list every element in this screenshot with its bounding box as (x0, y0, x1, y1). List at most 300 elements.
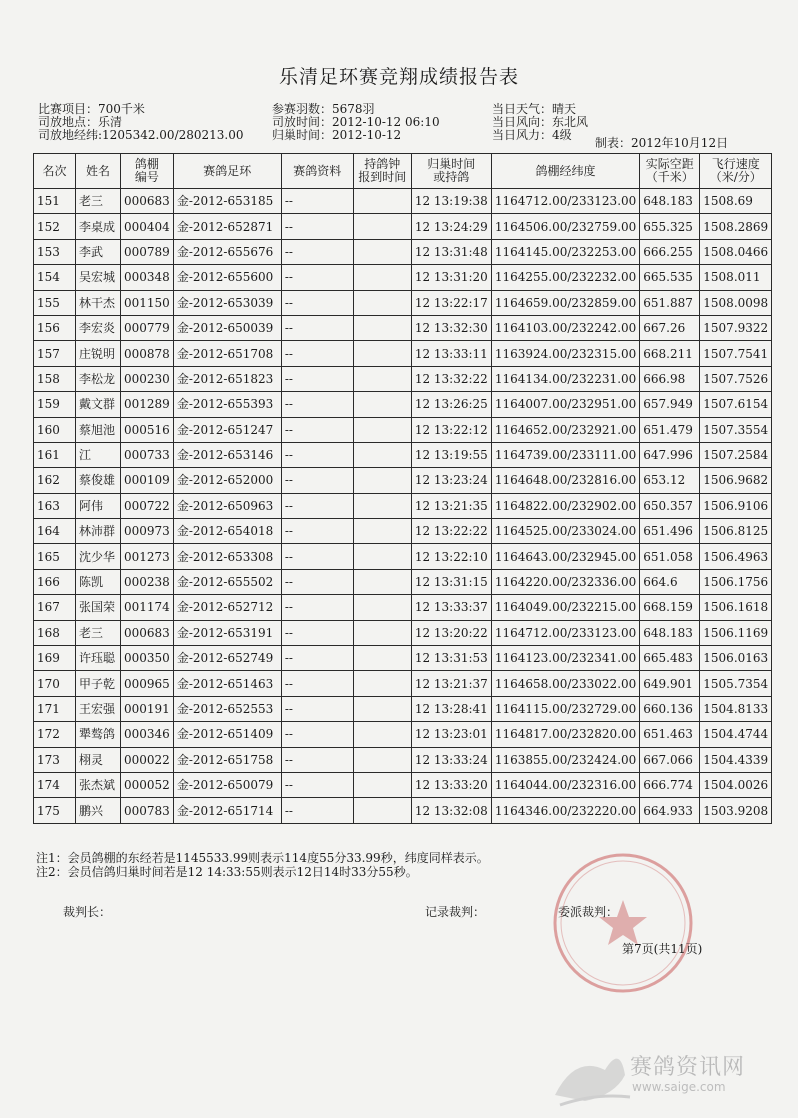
cell-coord: 1163924.00/232315.00 (491, 341, 639, 366)
cell-loft: 000683 (121, 189, 174, 214)
cell-ring: 金-2012-655393 (173, 392, 281, 417)
cell-dist: 648.183 (640, 189, 700, 214)
table-row (34, 798, 772, 823)
cell-rank: 151 (34, 189, 76, 214)
cell-coord: 1164044.00/232316.00 (491, 772, 639, 797)
cell-time: 12 13:22:12 (411, 417, 491, 442)
cell-clock (353, 392, 411, 417)
meta-wind-force: 当日风力：4级 (492, 128, 572, 142)
watermark-site-name: 赛鸽资讯网 (630, 1055, 746, 1080)
cell-ring: 金-2012-652749 (173, 646, 281, 671)
cell-speed: 1507.7541 (700, 341, 772, 366)
cell-time: 12 13:21:37 (411, 671, 491, 696)
watermark-site-url: www.saige.com (632, 1080, 726, 1094)
cell-time: 12 13:32:22 (411, 366, 491, 391)
cell-loft: 000789 (121, 239, 174, 264)
cell-dist: 653.12 (640, 468, 700, 493)
cell-coord: 1164817.00/232820.00 (491, 722, 639, 747)
cell-name: 张杰斌 (76, 772, 121, 797)
cell-ring: 金-2012-651823 (173, 366, 281, 391)
table-row (34, 671, 772, 696)
cell-ring: 金-2012-651409 (173, 722, 281, 747)
cell-rank: 171 (34, 696, 76, 721)
cell-ring: 金-2012-651714 (173, 798, 281, 823)
cell-name: 李松龙 (76, 366, 121, 391)
table-row (34, 214, 772, 239)
table-row (34, 189, 772, 214)
cell-name: 林干杰 (76, 290, 121, 315)
cell-time: 12 13:32:30 (411, 315, 491, 340)
cell-clock (353, 493, 411, 518)
cell-clock (353, 315, 411, 340)
cell-info: -- (281, 798, 353, 823)
cell-time: 12 13:33:37 (411, 595, 491, 620)
header-ring: 赛鸽足环 (173, 154, 281, 189)
table-row (34, 595, 772, 620)
cell-name: 许珏聪 (76, 646, 121, 671)
cell-speed: 1508.0466 (700, 239, 772, 264)
cell-speed: 1507.3554 (700, 417, 772, 442)
cell-speed: 1508.2869 (700, 214, 772, 239)
cell-speed: 1506.8125 (700, 519, 772, 544)
cell-ring: 金-2012-653146 (173, 442, 281, 467)
table-row (34, 772, 772, 797)
cell-time: 12 13:19:38 (411, 189, 491, 214)
cell-dist: 666.774 (640, 772, 700, 797)
cell-speed: 1503.9208 (700, 798, 772, 823)
cell-dist: 665.535 (640, 265, 700, 290)
cell-name: 庄锐明 (76, 341, 121, 366)
cell-dist: 651.463 (640, 722, 700, 747)
cell-rank: 164 (34, 519, 76, 544)
cell-loft: 000052 (121, 772, 174, 797)
cell-time: 12 13:22:10 (411, 544, 491, 569)
table-row (34, 239, 772, 264)
meta-entries: 参赛羽数：5678羽 (272, 102, 375, 116)
cell-time: 12 13:31:48 (411, 239, 491, 264)
cell-rank: 155 (34, 290, 76, 315)
cell-clock (353, 544, 411, 569)
cell-coord: 1164220.00/232336.00 (491, 569, 639, 594)
cell-ring: 金-2012-650963 (173, 493, 281, 518)
table-row (34, 722, 772, 747)
cell-ring: 金-2012-653039 (173, 290, 281, 315)
table-row (34, 442, 772, 467)
cell-info: -- (281, 671, 353, 696)
cell-clock (353, 468, 411, 493)
header-rank: 名次 (34, 154, 76, 189)
cell-loft: 001150 (121, 290, 174, 315)
table-row (34, 417, 772, 442)
table-row (34, 493, 772, 518)
cell-rank: 170 (34, 671, 76, 696)
cell-dist: 667.066 (640, 747, 700, 772)
cell-name: 栩灵 (76, 747, 121, 772)
cell-clock (353, 417, 411, 442)
cell-clock (353, 366, 411, 391)
table-row (34, 315, 772, 340)
cell-speed: 1506.1618 (700, 595, 772, 620)
cell-coord: 1164506.00/232759.00 (491, 214, 639, 239)
cell-rank: 157 (34, 341, 76, 366)
cell-dist: 655.325 (640, 214, 700, 239)
cell-ring: 金-2012-650079 (173, 772, 281, 797)
cell-coord: 1164648.00/232816.00 (491, 468, 639, 493)
header-loft: 鸽棚 编号 (121, 154, 174, 189)
cell-ring: 金-2012-651708 (173, 341, 281, 366)
table-row (34, 620, 772, 645)
cell-info: -- (281, 569, 353, 594)
cell-ring: 金-2012-653185 (173, 189, 281, 214)
cell-rank: 152 (34, 214, 76, 239)
cell-speed: 1506.9682 (700, 468, 772, 493)
cell-info: -- (281, 417, 353, 442)
cell-rank: 172 (34, 722, 76, 747)
table-row (34, 747, 772, 772)
cell-time: 12 13:22:22 (411, 519, 491, 544)
cell-coord: 1164103.00/232242.00 (491, 315, 639, 340)
table-row (34, 544, 772, 569)
cell-coord: 1164643.00/232945.00 (491, 544, 639, 569)
cell-rank: 153 (34, 239, 76, 264)
cell-coord: 1164134.00/232231.00 (491, 366, 639, 391)
footnotes (36, 851, 489, 879)
cell-dist: 666.255 (640, 239, 700, 264)
cell-info: -- (281, 392, 353, 417)
meta-release-time: 司放时间：2012-10-12 06:10 (272, 115, 440, 129)
cell-name: 江 (76, 442, 121, 467)
cell-rank: 156 (34, 315, 76, 340)
cell-time: 12 13:23:01 (411, 722, 491, 747)
meta-middle (272, 103, 440, 142)
cell-ring: 金-2012-655676 (173, 239, 281, 264)
cell-loft: 000516 (121, 417, 174, 442)
cell-clock (353, 290, 411, 315)
cell-name: 吴宏城 (76, 265, 121, 290)
cell-name: 陈凯 (76, 569, 121, 594)
cell-loft: 000683 (121, 620, 174, 645)
cell-coord: 1164346.00/232220.00 (491, 798, 639, 823)
table-row (34, 366, 772, 391)
cell-speed: 1505.7354 (700, 671, 772, 696)
table-row (34, 392, 772, 417)
cell-time: 12 13:33:11 (411, 341, 491, 366)
cell-loft: 000965 (121, 671, 174, 696)
cell-clock (353, 239, 411, 264)
cell-dist: 668.211 (640, 341, 700, 366)
cell-clock (353, 646, 411, 671)
cell-dist: 651.479 (640, 417, 700, 442)
cell-dist: 650.357 (640, 493, 700, 518)
cell-name: 李桌成 (76, 214, 121, 239)
cell-ring: 金-2012-651463 (173, 671, 281, 696)
cell-clock (353, 620, 411, 645)
meta-return-date: 归巢时间：2012-10-12 (272, 128, 402, 142)
cell-time: 12 13:24:29 (411, 214, 491, 239)
cell-name: 蔡俊雄 (76, 468, 121, 493)
cell-loft: 000348 (121, 265, 174, 290)
cell-ring: 金-2012-653308 (173, 544, 281, 569)
cell-info: -- (281, 646, 353, 671)
cell-name: 李宏炎 (76, 315, 121, 340)
cell-loft: 000779 (121, 315, 174, 340)
cell-info: -- (281, 239, 353, 264)
table-row (34, 341, 772, 366)
cell-info: -- (281, 341, 353, 366)
cell-coord: 1164658.00/233022.00 (491, 671, 639, 696)
cell-loft: 001289 (121, 392, 174, 417)
cell-loft: 000346 (121, 722, 174, 747)
cell-dist: 651.496 (640, 519, 700, 544)
meta-wind-direction: 当日风向：东北风 (492, 115, 589, 129)
official-seal-stamp (548, 848, 698, 998)
cell-loft: 000783 (121, 798, 174, 823)
cell-coord: 1164712.00/233123.00 (491, 189, 639, 214)
cell-ring: 金-2012-652712 (173, 595, 281, 620)
cell-name: 王宏强 (76, 696, 121, 721)
cell-loft: 001273 (121, 544, 174, 569)
cell-coord: 1164049.00/232215.00 (491, 595, 639, 620)
cell-clock (353, 772, 411, 797)
cell-loft: 000022 (121, 747, 174, 772)
sign-delegate: 委派裁判： (558, 905, 619, 919)
cell-speed: 1506.1756 (700, 569, 772, 594)
cell-rank: 154 (34, 265, 76, 290)
cell-clock (353, 442, 411, 467)
cell-name: 鹏兴 (76, 798, 121, 823)
cell-coord: 1164115.00/232729.00 (491, 696, 639, 721)
meta-made-date: 制表：2012年10月12日 (595, 136, 729, 150)
cell-loft: 000973 (121, 519, 174, 544)
cell-clock (353, 595, 411, 620)
cell-ring: 金-2012-650039 (173, 315, 281, 340)
cell-time: 12 13:32:08 (411, 798, 491, 823)
cell-speed: 1507.9322 (700, 315, 772, 340)
table-header-row (34, 154, 772, 189)
cell-loft: 000878 (121, 341, 174, 366)
cell-coord: 1164822.00/232902.00 (491, 493, 639, 518)
cell-dist: 667.26 (640, 315, 700, 340)
header-distance: 实际空距 （千米） (640, 154, 700, 189)
header-return-time: 归巢时间 或持鸽 (411, 154, 491, 189)
table-row (34, 265, 772, 290)
cell-dist: 648.183 (640, 620, 700, 645)
cell-speed: 1504.4339 (700, 747, 772, 772)
cell-loft: 000404 (121, 214, 174, 239)
cell-time: 12 13:23:24 (411, 468, 491, 493)
cell-time: 12 13:20:22 (411, 620, 491, 645)
cell-rank: 169 (34, 646, 76, 671)
cell-dist: 666.98 (640, 366, 700, 391)
table-row (34, 519, 772, 544)
cell-ring: 金-2012-652553 (173, 696, 281, 721)
cell-loft: 000109 (121, 468, 174, 493)
report-title: 乐清足环赛竞翔成绩报告表 (278, 66, 519, 88)
cell-coord: 1164145.00/232253.00 (491, 239, 639, 264)
header-info: 赛鸽资料 (281, 154, 353, 189)
cell-loft: 000238 (121, 569, 174, 594)
cell-info: -- (281, 493, 353, 518)
cell-dist: 647.996 (640, 442, 700, 467)
cell-clock (353, 569, 411, 594)
cell-info: -- (281, 265, 353, 290)
cell-speed: 1506.9106 (700, 493, 772, 518)
meta-weather: 当日天气：晴天 (492, 102, 577, 116)
cell-dist: 657.949 (640, 392, 700, 417)
cell-rank: 163 (34, 493, 76, 518)
sign-chief-judge: 裁判长： (63, 905, 112, 919)
cell-coord: 1164712.00/233123.00 (491, 620, 639, 645)
cell-name: 老三 (76, 620, 121, 645)
cell-info: -- (281, 189, 353, 214)
cell-loft: 000733 (121, 442, 174, 467)
cell-rank: 162 (34, 468, 76, 493)
cell-dist: 668.159 (640, 595, 700, 620)
cell-coord: 1164739.00/233111.00 (491, 442, 639, 467)
table-row (34, 468, 772, 493)
header-clock: 持鸽钟 报到时间 (353, 154, 411, 189)
cell-info: -- (281, 214, 353, 239)
cell-speed: 1508.69 (700, 189, 772, 214)
cell-speed: 1507.2584 (700, 442, 772, 467)
meta-event: 比赛项目：700千米 (38, 102, 145, 116)
cell-dist: 664.933 (640, 798, 700, 823)
cell-dist: 664.6 (640, 569, 700, 594)
cell-speed: 1508.0098 (700, 290, 772, 315)
meta-release-place: 司放地点：乐清 (38, 115, 123, 129)
cell-dist: 649.901 (640, 671, 700, 696)
cell-time: 12 13:31:20 (411, 265, 491, 290)
cell-info: -- (281, 442, 353, 467)
cell-loft: 000350 (121, 646, 174, 671)
cell-info: -- (281, 722, 353, 747)
cell-loft: 000230 (121, 366, 174, 391)
cell-rank: 159 (34, 392, 76, 417)
meta-right (492, 103, 588, 142)
footnote-1: 注1：会员鸽棚的东经若是1145533.99则表示114度55分33.99秒，纬度同样表示。 (36, 851, 489, 865)
cell-coord: 1164123.00/232341.00 (491, 646, 639, 671)
cell-coord: 1164255.00/232232.00 (491, 265, 639, 290)
cell-coord: 1163855.00/232424.00 (491, 747, 639, 772)
cell-coord: 1164525.00/233024.00 (491, 519, 639, 544)
cell-dist: 665.483 (640, 646, 700, 671)
cell-clock (353, 798, 411, 823)
cell-coord: 1164007.00/232951.00 (491, 392, 639, 417)
table-row (34, 696, 772, 721)
cell-rank: 161 (34, 442, 76, 467)
sign-recorder: 记录裁判： (425, 905, 486, 919)
cell-info: -- (281, 290, 353, 315)
cell-dist: 651.058 (640, 544, 700, 569)
page-number: 第7页(共11页) (622, 942, 703, 956)
cell-info: -- (281, 620, 353, 645)
cell-clock (353, 747, 411, 772)
cell-rank: 166 (34, 569, 76, 594)
cell-time: 12 13:33:20 (411, 772, 491, 797)
cell-clock (353, 696, 411, 721)
cell-speed: 1506.1169 (700, 620, 772, 645)
header-name: 姓名 (76, 154, 121, 189)
cell-time: 12 13:19:55 (411, 442, 491, 467)
header-coord: 鸽棚经纬度 (491, 154, 639, 189)
cell-info: -- (281, 366, 353, 391)
meta-left (38, 103, 244, 142)
cell-time: 12 13:31:53 (411, 646, 491, 671)
table-row (34, 646, 772, 671)
header-speed: 飞行速度 （米/分） (700, 154, 772, 189)
cell-speed: 1504.4744 (700, 722, 772, 747)
cell-rank: 168 (34, 620, 76, 645)
cell-name: 张国荣 (76, 595, 121, 620)
cell-ring: 金-2012-655502 (173, 569, 281, 594)
cell-time: 12 13:31:15 (411, 569, 491, 594)
cell-name: 犟骜鸽 (76, 722, 121, 747)
cell-name: 蔡旭池 (76, 417, 121, 442)
cell-ring: 金-2012-655600 (173, 265, 281, 290)
cell-time: 12 13:28:41 (411, 696, 491, 721)
cell-clock (353, 214, 411, 239)
cell-dist: 660.136 (640, 696, 700, 721)
cell-clock (353, 265, 411, 290)
cell-name: 林沛群 (76, 519, 121, 544)
cell-time: 12 13:21:35 (411, 493, 491, 518)
cell-ring: 金-2012-654018 (173, 519, 281, 544)
cell-info: -- (281, 696, 353, 721)
cell-clock (353, 341, 411, 366)
table-row (34, 569, 772, 594)
cell-loft: 000722 (121, 493, 174, 518)
cell-speed: 1504.0026 (700, 772, 772, 797)
cell-ring: 金-2012-651758 (173, 747, 281, 772)
footnote-2: 注2：会员信鸽归巢时间若是12 14:33:55则表示12日14时33分55秒。 (36, 865, 418, 879)
cell-coord: 1164652.00/232921.00 (491, 417, 639, 442)
cell-dist: 651.887 (640, 290, 700, 315)
cell-rank: 160 (34, 417, 76, 442)
cell-ring: 金-2012-652000 (173, 468, 281, 493)
cell-name: 李武 (76, 239, 121, 264)
cell-speed: 1506.4963 (700, 544, 772, 569)
cell-coord: 1164659.00/232859.00 (491, 290, 639, 315)
cell-name: 老三 (76, 189, 121, 214)
cell-rank: 167 (34, 595, 76, 620)
cell-clock (353, 722, 411, 747)
cell-info: -- (281, 595, 353, 620)
cell-speed: 1507.7526 (700, 366, 772, 391)
cell-name: 沈少华 (76, 544, 121, 569)
cell-info: -- (281, 747, 353, 772)
cell-ring: 金-2012-652871 (173, 214, 281, 239)
cell-time: 12 13:33:24 (411, 747, 491, 772)
cell-time: 12 13:22:17 (411, 290, 491, 315)
cell-speed: 1507.6154 (700, 392, 772, 417)
cell-rank: 165 (34, 544, 76, 569)
results-table (33, 153, 772, 824)
cell-loft: 000191 (121, 696, 174, 721)
cell-info: -- (281, 315, 353, 340)
cell-clock (353, 189, 411, 214)
cell-name: 戴文群 (76, 392, 121, 417)
cell-speed: 1506.0163 (700, 646, 772, 671)
meta-release-coord: 司放地经纬:1205342.00/280213.00 (38, 128, 244, 142)
cell-ring: 金-2012-651247 (173, 417, 281, 442)
cell-info: -- (281, 468, 353, 493)
cell-name: 阿伟 (76, 493, 121, 518)
cell-speed: 1508.011 (700, 265, 772, 290)
cell-rank: 173 (34, 747, 76, 772)
cell-info: -- (281, 519, 353, 544)
cell-clock (353, 671, 411, 696)
cell-rank: 174 (34, 772, 76, 797)
